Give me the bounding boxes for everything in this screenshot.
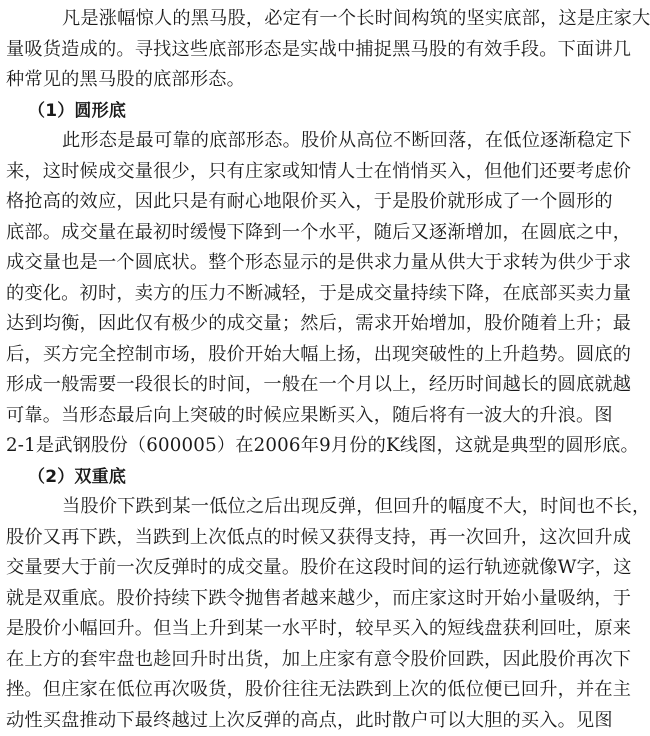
- body-line: 底部。成交量在最初时缓慢下降到一个水平，随后又逐渐增加，在圆底之中，: [6, 218, 585, 249]
- body-line: 交量要大于前一次反弹时的成交量。股价在这段时间的运行轨迹就像W字，这: [6, 553, 585, 584]
- body-line: 在上方的套牢盘也趁回升时出货，加上庄家有意令股价回跌，因此股价再次下: [6, 645, 585, 676]
- body-line: 的变化。初时，卖方的压力不断减轻，于是成交量持续下降，在底部买卖力量: [6, 279, 585, 310]
- body-line: 成交量也是一个圆底状。整个形态显示的是供求力量从供大于求转为供少于求: [6, 248, 585, 279]
- body-line: 股价又再下跌，当跌到上次低点的时候又获得支持，再一次回升，这次回升成: [6, 523, 585, 554]
- body-line: 是股价小幅回升。但当上升到某一水平时，较早买入的短线盘获利回吐，原来: [6, 614, 585, 645]
- body-line: 就是双重底。股价持续下跌令抛售者越来越少，而庄家这时开始小量吸纳，于: [6, 584, 585, 615]
- body-line: 动性买盘推动下最终越过上次反弹的高点，此时散户可以大胆的买入。见图: [6, 706, 585, 736]
- body-line: 此形态是最可靠的底部形态。股价从高位不断回落，在低位逐渐稳定下: [6, 126, 585, 157]
- body-line: 2-1是武钢股份（600005）在2006年9月份的K线图，这就是典型的圆形底。: [6, 431, 585, 462]
- body-line: 后，买方完全控制市场，股价开始大幅上扬，出现突破性的上升趋势。圆底的: [6, 340, 585, 371]
- body-line: 形成一般需要一段很长的时间，一般在一个月以上，经历时间越长的圆底就越: [6, 370, 585, 401]
- body-line: 达到均衡，因此仅有极少的成交量；然后，需求开始增加，股价随着上升；最: [6, 309, 585, 340]
- intro-line: 凡是涨幅惊人的黑马股，必定有一个长时间构筑的坚实底部，这是庄家大: [6, 4, 585, 35]
- body-line: 当股价下跌到某一低位之后出现反弹，但回升的幅度不大，时间也不长，: [6, 492, 585, 523]
- body-line: 格抢高的效应，因此只是有耐心地限价买入，于是股价就形成了一个圆形的: [6, 187, 585, 218]
- intro-line: 量吸货造成的。寻找这些底部形态是实战中捕捉黑马股的有效手段。下面讲几: [6, 35, 585, 66]
- body-line: 来，这时候成交量很少，只有庄家或知情人士在悄悄买入，但他们还要考虑价: [6, 157, 585, 188]
- section-heading-double-bottom: （2）双重底: [6, 462, 585, 493]
- section-heading-round-bottom: （1）圆形底: [6, 96, 585, 127]
- intro-line: 种常见的黑马股的底部形态。: [6, 65, 585, 96]
- body-line: 可靠。当形态最后向上突破的时候应果断买入，随后将有一波大的升浪。图: [6, 401, 585, 432]
- body-line: 挫。但庄家在低位再次吸货，股价往往无法跌到上次的低位便已回升，并在主: [6, 675, 585, 706]
